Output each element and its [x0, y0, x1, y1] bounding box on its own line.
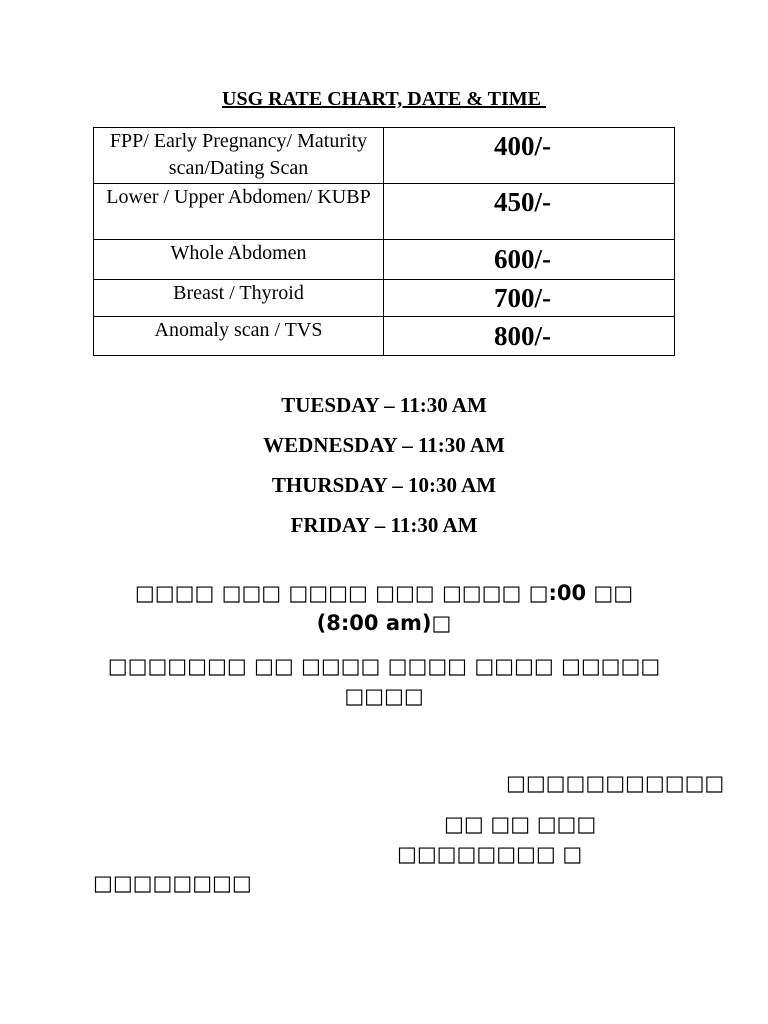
service-cell: FPP/ Early Pregnancy/ Maturity scan/Dating Scan	[94, 128, 384, 184]
table-row	[94, 280, 675, 317]
page-title: USG RATE CHART, DATE & TIME	[222, 88, 546, 110]
price-cell: 450/-	[384, 184, 675, 240]
signature-line-1: □□□□□□□□□□□	[506, 771, 725, 795]
signature-line-3: □□□□□□□□ □	[397, 842, 583, 866]
table-row	[94, 184, 675, 240]
schedule-line: FRIDAY – 11:30 AM	[290, 513, 478, 537]
signature-line-4: □□□□□□□□	[93, 871, 252, 895]
rate-table	[93, 127, 675, 356]
service-cell: Breast / Thyroid	[94, 280, 384, 317]
service-cell: Whole Abdomen	[94, 240, 384, 280]
table-row	[94, 128, 675, 184]
notice-line-2: □□□□□□□ □□ □□□□ □□□□ □□□□ □□□□□ □□□□	[107, 654, 661, 708]
price-cell: 800/-	[384, 317, 675, 356]
notice-line-1: □□□□ □□□ □□□□ □□□ □□□□ □:00 □□ (8:00 am)□	[134, 581, 634, 635]
signature-line-2: □□ □□ □□□	[444, 812, 597, 836]
table-row	[94, 240, 675, 280]
schedule-line: TUESDAY – 11:30 AM	[281, 393, 487, 417]
table-row	[94, 317, 675, 356]
schedule-line: WEDNESDAY – 11:30 AM	[263, 433, 505, 457]
price-cell: 600/-	[384, 240, 675, 280]
service-cell: Anomaly scan / TVS	[94, 317, 384, 356]
price-cell: 700/-	[384, 280, 675, 317]
price-cell: 400/-	[384, 128, 675, 184]
schedule-line: THURSDAY – 10:30 AM	[271, 473, 497, 497]
service-cell: Lower / Upper Abdomen/ KUBP	[94, 184, 384, 240]
